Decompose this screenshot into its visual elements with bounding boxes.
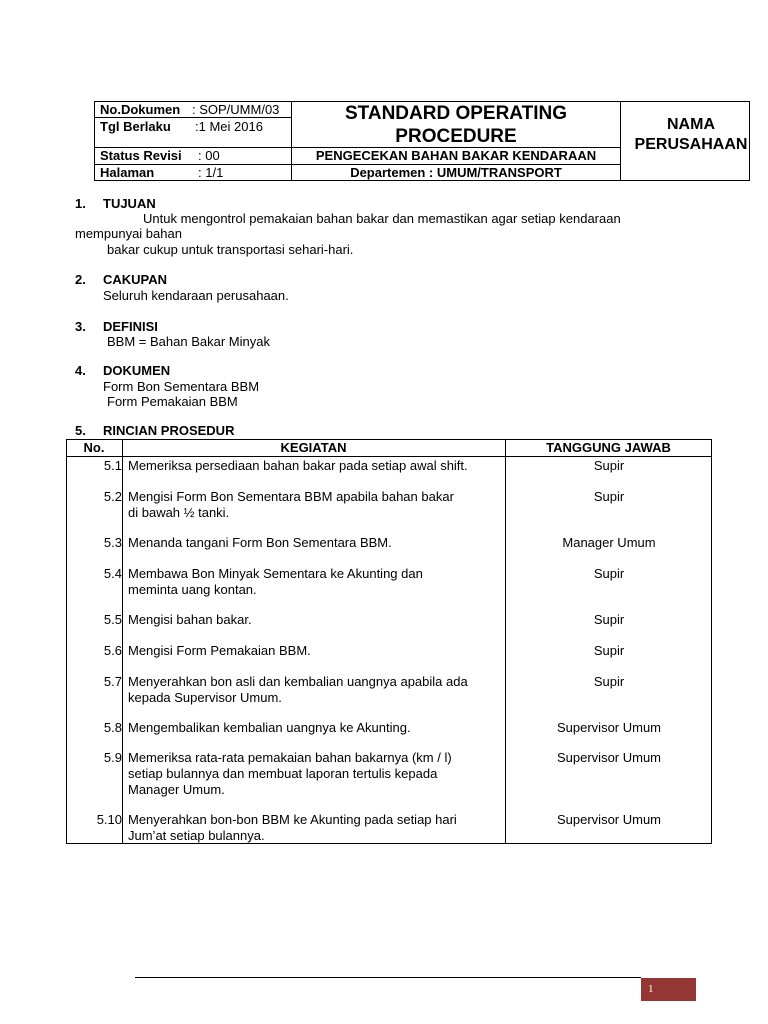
cell-kegiatan xyxy=(128,535,508,551)
column-header-kegiatan: KEGIATAN xyxy=(280,440,347,455)
kegiatan-line: Mengisi bahan bakar. xyxy=(128,612,252,627)
header-divider xyxy=(94,117,292,118)
kegiatan-line: meminta uang kontan. xyxy=(128,582,257,597)
company-line: PERUSAHAAN xyxy=(634,136,748,153)
cell-kegiatan xyxy=(128,612,508,628)
section-title-rincian: RINCIAN PROSEDUR xyxy=(103,423,235,438)
company-name xyxy=(621,115,761,155)
cell-kegiatan xyxy=(128,489,508,521)
cell-no: 5.10 xyxy=(96,812,122,827)
dokumen-item: Form Pemakaian BBM xyxy=(107,394,238,409)
kegiatan-line: kepada Supervisor Umum. xyxy=(128,690,282,705)
kegiatan-line: Mengisi Form Bon Sementara BBM apabila bahan bakar xyxy=(128,489,454,504)
section-title-cakupan: CAKUPAN xyxy=(103,272,168,287)
kegiatan-line: Jum’at setiap bulannya. xyxy=(128,828,265,843)
cell-no: 5.3 xyxy=(103,535,122,550)
section-number: 3. xyxy=(75,319,86,334)
cell-no: 5.8 xyxy=(103,720,122,735)
cell-kegiatan xyxy=(128,566,508,598)
kegiatan-line: Menyerahkan bon-bon BBM ke Akunting pada setiap hari xyxy=(128,812,457,827)
title-line: PROCEDURE xyxy=(395,126,517,147)
section-number: 5. xyxy=(75,423,86,438)
section-number: 2. xyxy=(75,272,86,287)
cell-no: 5.4 xyxy=(103,566,122,581)
cell-no: 5.9 xyxy=(103,750,122,765)
no-dokumen-label: No.Dokumen xyxy=(100,102,181,117)
table-header-divider xyxy=(66,456,712,457)
cell-tanggung-jawab: Supir xyxy=(593,489,625,504)
cell-tanggung-jawab: Supir xyxy=(593,566,625,581)
document-title xyxy=(292,102,620,148)
cell-tanggung-jawab: Supir xyxy=(593,643,625,658)
cell-kegiatan xyxy=(128,458,508,474)
no-dokumen-value: : SOP/UMM/03 xyxy=(192,102,280,117)
kegiatan-line: Menanda tangani Form Bon Sementara BBM. xyxy=(128,535,392,550)
cakupan-text: Seluruh kendaraan perusahaan. xyxy=(103,288,289,303)
cell-no: 5.1 xyxy=(103,458,122,473)
kegiatan-line: Manager Umum. xyxy=(128,782,225,797)
procedure-table xyxy=(66,439,712,844)
company-line: NAMA xyxy=(667,116,715,133)
section-number: 4. xyxy=(75,363,86,378)
section-title-dokumen: DOKUMEN xyxy=(103,363,171,378)
footer-rule xyxy=(135,977,641,978)
cell-tanggung-jawab: Supervisor Umum xyxy=(556,750,662,765)
departemen: Departemen : UMUM/TRANSPORT xyxy=(350,165,562,180)
tujuan-text: Untuk mengontrol pemakaian bahan bakar dan memastikan agar setiap kendaraan xyxy=(143,211,621,226)
kegiatan-line: Menyerahkan bon asli dan kembalian uangnya apabila ada xyxy=(128,674,468,689)
cell-tanggung-jawab: Supir xyxy=(593,674,625,689)
cell-no: 5.6 xyxy=(103,643,122,658)
status-revisi-value: : 00 xyxy=(198,148,220,163)
sop-subtitle: PENGECEKAN BAHAN BAKAR KENDARAAN xyxy=(315,148,597,163)
halaman-label: Halaman xyxy=(100,165,155,180)
cell-tanggung-jawab: Supir xyxy=(593,612,625,627)
kegiatan-line: setiap bulannya dan membuat laporan tertulis kepada xyxy=(128,766,438,781)
cell-kegiatan xyxy=(128,720,508,736)
definisi-text: BBM = Bahan Bakar Minyak xyxy=(107,334,270,349)
cell-kegiatan xyxy=(128,674,508,706)
tgl-berlaku-value: :1 Mei 2016 xyxy=(195,119,263,134)
kegiatan-line: Mengisi Form Pemakaian BBM. xyxy=(128,643,311,658)
kegiatan-line: Memeriksa persediaan bahan bakar pada setiap awal shift. xyxy=(128,458,468,473)
document-header xyxy=(94,101,750,181)
column-header-tanggung-jawab: TANGGUNG JAWAB xyxy=(546,440,671,455)
cell-no: 5.7 xyxy=(103,674,122,689)
page-number-badge: 1 xyxy=(641,978,696,1001)
kegiatan-line: di bawah ½ tanki. xyxy=(128,505,230,520)
section-title-tujuan: TUJUAN xyxy=(103,196,156,211)
cell-tanggung-jawab: Supervisor Umum xyxy=(556,812,662,827)
cell-tanggung-jawab: Supervisor Umum xyxy=(556,720,662,735)
halaman-value: : 1/1 xyxy=(198,165,224,180)
kegiatan-line: Memeriksa rata-rata pemakaian bahan bakarnya (km / l) xyxy=(128,750,452,765)
tujuan-text: mempunyai bahan xyxy=(75,226,182,241)
title-line: STANDARD OPERATING xyxy=(344,103,568,124)
kegiatan-line: Mengembalikan kembalian uangnya ke Akunting. xyxy=(128,720,411,735)
cell-kegiatan xyxy=(128,812,508,844)
tujuan-text: bakar cukup untuk transportasi sehari-hari. xyxy=(107,242,354,257)
cell-no: 5.2 xyxy=(103,489,122,504)
table-column-divider xyxy=(122,439,123,844)
cell-no: 5.5 xyxy=(103,612,122,627)
column-header-no: No. xyxy=(83,440,105,455)
section-number: 1. xyxy=(75,196,86,211)
cell-tanggung-jawab: Supir xyxy=(593,458,625,473)
status-revisi-label: Status Revisi xyxy=(100,148,182,163)
kegiatan-line: Membawa Bon Minyak Sementara ke Akunting dan xyxy=(128,566,423,581)
tgl-berlaku-label: Tgl Berlaku xyxy=(100,119,171,134)
cell-tanggung-jawab: Manager Umum xyxy=(562,535,656,550)
section-title-definisi: DEFINISI xyxy=(103,319,158,334)
dokumen-item: Form Bon Sementara BBM xyxy=(103,379,260,394)
cell-kegiatan xyxy=(128,643,508,659)
cell-kegiatan xyxy=(128,750,508,798)
